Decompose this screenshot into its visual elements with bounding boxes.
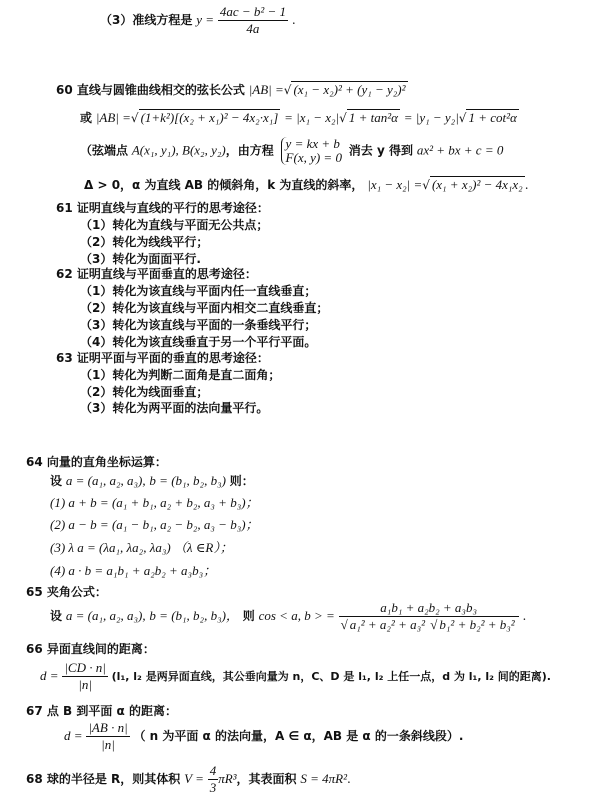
sqrt-icon: √ — [458, 111, 467, 125]
equation-system — [281, 137, 342, 165]
sqrt-icon: √ — [430, 617, 438, 632]
sqrt-icon: √ — [422, 178, 430, 192]
section-65-title: 65 夹角公式： — [26, 585, 107, 599]
list-item: （2）转化为线线平行； — [80, 235, 209, 249]
by-equation-label: ，由方程 — [225, 143, 274, 158]
skew-line-distance — [40, 660, 551, 693]
section-63-title: 63 证明平面与平面的垂直的思考途径： — [56, 351, 269, 365]
volume-fraction — [208, 763, 219, 796]
fraction-denominator: 4a — [246, 21, 260, 36]
cosine-lhs: cos < a, b > = — [258, 608, 335, 623]
directrix-label: （3）准线方程是 — [100, 13, 193, 27]
scalar-multiple: (3) λ a = (λa₁, λa₂, λa₃) （λ ∈R）； — [50, 540, 233, 555]
list-item: （3）转化为该直线与平面的一条垂线平行； — [80, 318, 317, 332]
distance-lhs: d = — [64, 728, 83, 743]
then-label: 则 — [242, 609, 255, 623]
list-item: （3）转化为两平面的法向量平行。 — [80, 401, 269, 415]
tan-radicand: 1 + tan²α — [348, 110, 398, 125]
section-61-title: 61 证明直线与直线的平行的思考途径： — [56, 201, 269, 215]
directrix-lhs: y = — [196, 12, 214, 27]
section-60-line-4 — [84, 177, 529, 193]
root-diff-radicand: (x₁ + x₂)² − 4x₁x₂ — [431, 177, 523, 192]
fraction-numerator: |AB · n| — [88, 720, 128, 735]
section-60-line-2 — [80, 110, 519, 126]
let-label: 设 — [50, 474, 63, 488]
list-item: （3）转化为面面平行. — [80, 252, 201, 266]
chord-endpoints-label: （弦端点 — [80, 143, 129, 158]
fraction-numerator: a₁b₁ + a₂b₂ + a₃b₃ — [339, 600, 519, 617]
fraction-numerator: 4 — [209, 763, 217, 778]
or-label: 或 — [80, 111, 93, 125]
vector-definition — [50, 473, 254, 489]
fraction-denominator: 3 — [209, 780, 217, 795]
section-60-line-3 — [80, 137, 503, 165]
vector-sum: (1) a + b = (a₁ + b₁, a₂ + b₂, a₃ + b₃)； — [50, 495, 259, 510]
then-label: 则： — [229, 474, 254, 488]
surface-area-label: ，其表面积 — [236, 772, 297, 786]
directrix-line — [100, 4, 296, 37]
fraction-denominator — [339, 617, 519, 633]
period: . — [291, 13, 296, 27]
norm-a-squared: a₁² + a₂² + a₃² — [349, 617, 426, 632]
vector-b: b = (b₁, b₂, b₃) — [149, 473, 226, 488]
sqrt-icon: √ — [339, 111, 347, 125]
dot-product: (4) a · b = a₁b₁ + a₂b₂ + a₃b₃； — [50, 563, 217, 578]
period: . — [522, 609, 527, 623]
norm-b-squared: b₁² + b₂² + b₃² — [439, 617, 515, 632]
chord-formula2-x: = |x₁ − x₂| — [284, 110, 340, 125]
directrix-fraction — [218, 4, 288, 37]
chord-formula2-radicand: (1+k²)[(x₂ + x₁)² − 4x₂·x₁] — [140, 110, 279, 125]
endpoints: A(x₁, y₁), B(x₂, y₂) — [131, 142, 226, 158]
chord-formula-lhs: |AB| = — [248, 82, 284, 97]
distance-fraction — [62, 660, 107, 693]
distance-lhs: d = — [40, 668, 59, 683]
vector-a: a = (a₁, a₂, a₃), — [65, 473, 146, 488]
fraction-denominator: |n| — [101, 737, 115, 752]
vector-a: a = (a₁, a₂, a₃), — [65, 608, 146, 623]
eliminate-label: 消去 y 得到 — [348, 143, 413, 158]
list-item: （1）转化为该直线与平面内任一直线垂直； — [80, 284, 317, 298]
point-plane-distance — [64, 720, 463, 753]
point-plane-note: （ n 为平面 α 的法向量，A ∈ α，AB 是 α 的一条斜线段）. — [133, 729, 464, 743]
condition-text: Δ > 0，α 为直线 AB 的倾斜角，k 为直线的斜率， — [84, 178, 364, 192]
sphere-formula — [26, 763, 351, 796]
sqrt-icon: √ — [283, 83, 292, 97]
sqrt-icon: √ — [130, 111, 139, 125]
volume-rhs: πR³ — [218, 771, 237, 786]
surface-area-formula: S = 4πR² — [300, 771, 348, 786]
vector-difference: (2) a − b = (a₁ − b₁, a₂ − b₂, a₃ − b₃)； — [50, 517, 259, 532]
volume-lhs: V = — [184, 771, 204, 786]
sphere-volume-label: 68 球的半径是 R，则其体积 — [26, 772, 181, 786]
list-item: （2）转化为该直线与平面内相交二直线垂直； — [80, 301, 329, 315]
list-item: （1）转化为直线与平面无公共点； — [80, 218, 269, 232]
cosine-formula — [50, 600, 526, 633]
let-label: 设 — [50, 609, 63, 623]
system-eq-1: y = kx + b — [285, 136, 340, 151]
chord-formula2-y: = |y₁ − y₂| — [403, 110, 459, 125]
quadratic-equation: ax² + bx + c = 0 — [416, 142, 504, 158]
system-eq-2: F(x, y) = 0 — [285, 150, 342, 165]
list-item: （4）转化为该直线垂直于另一个平行平面。 — [80, 335, 317, 349]
distance-fraction — [86, 720, 129, 753]
fraction-denominator: |n| — [78, 677, 92, 692]
list-item: （1）转化为判断二面角是直二面角； — [80, 368, 281, 382]
chord-formula-radicand: (x₁ − x₂)² + (y₁ − y₂)² — [293, 82, 406, 97]
period: . — [347, 772, 351, 786]
section-60-title: 60 直线与圆锥曲线相交的弦长公式 — [56, 83, 245, 97]
section-62-title: 62 证明直线与平面垂直的思考途径： — [56, 267, 257, 281]
section-60-line-1 — [56, 82, 408, 98]
section-64-title: 64 向量的直角坐标运算： — [26, 455, 167, 469]
sqrt-icon: √ — [340, 617, 348, 632]
vector-b: b = (b₁, b₂, b₃)， — [149, 608, 239, 623]
root-diff-lhs: |x₁ − x₂| = — [367, 177, 423, 192]
fraction-numerator: |CD · n| — [64, 660, 106, 675]
section-66-title: 66 异面直线间的距离： — [26, 642, 155, 656]
cosine-fraction — [339, 600, 519, 633]
period: . — [524, 178, 529, 192]
chord-formula2-lhs: |AB| = — [95, 110, 131, 125]
fraction-numerator: 4ac − b² − 1 — [219, 4, 287, 19]
list-item: （2）转化为线面垂直； — [80, 385, 209, 399]
section-67-title: 67 点 B 到平面 α 的距离： — [26, 704, 177, 718]
skew-line-note: (l₁, l₂ 是两异面直线，其公垂向量为 n，C、D 是 l₁, l₂ 上任一点，d 为 l₁, l₂ 间的距离). — [111, 670, 551, 683]
cot-radicand: 1 + cot²α — [468, 110, 517, 125]
